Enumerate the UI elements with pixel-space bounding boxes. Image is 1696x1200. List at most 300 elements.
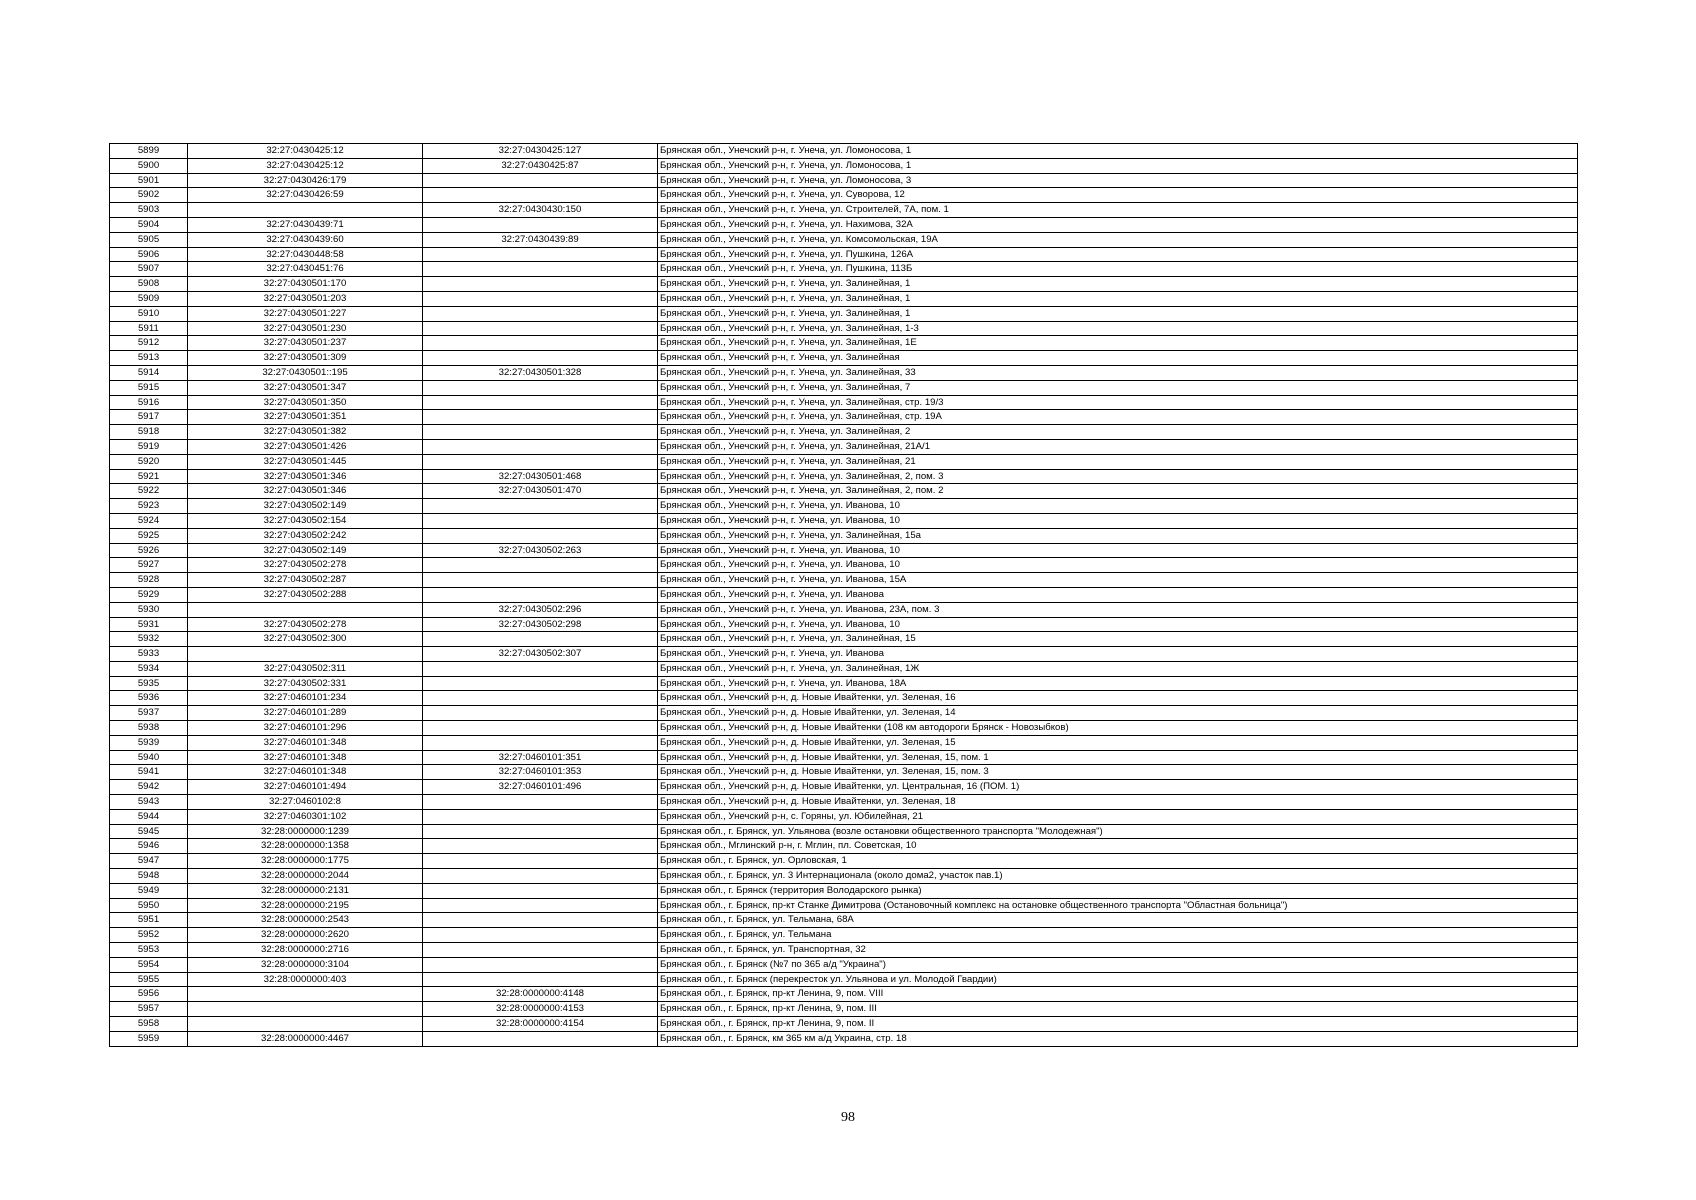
building-cadastral-number-cell: 32:27:0430502:263 bbox=[423, 543, 658, 558]
building-cadastral-number-cell: 32:27:0430439:89 bbox=[423, 232, 658, 247]
address-cell: Брянская обл., Унечский р-н, г. Унеча, ул. Залинейная, 2, пом. 3 bbox=[658, 469, 1578, 484]
land-cadastral-number-cell: 32:27:0460301:102 bbox=[188, 809, 423, 824]
row-number-cell: 5953 bbox=[110, 943, 188, 958]
document-page bbox=[109, 143, 1577, 1047]
building-cadastral-number-cell bbox=[423, 943, 658, 958]
building-cadastral-number-cell: 32:28:0000000:4153 bbox=[423, 1002, 658, 1017]
row-number-cell: 5934 bbox=[110, 661, 188, 676]
building-cadastral-number-cell bbox=[423, 661, 658, 676]
address-cell: Брянская обл., Унечский р-н, г. Унеча, ул. Иванова, 23А, пом. 3 bbox=[658, 602, 1578, 617]
land-cadastral-number-cell: 32:27:0430501:382 bbox=[188, 425, 423, 440]
land-cadastral-number-cell: 32:27:0430426:179 bbox=[188, 173, 423, 188]
table-row bbox=[110, 158, 1578, 173]
row-number-cell: 5929 bbox=[110, 587, 188, 602]
address-cell: Брянская обл., Унечский р-н, д. Новые Ивайтенки, ул. Зеленая, 15, пом. 1 bbox=[658, 750, 1578, 765]
building-cadastral-number-cell bbox=[423, 351, 658, 366]
table-row bbox=[110, 1031, 1578, 1046]
address-cell: Брянская обл., Унечский р-н, д. Новые Ивайтенки, ул. Зеленая, 15, пом. 3 bbox=[658, 765, 1578, 780]
land-cadastral-number-cell: 32:27:0430501:309 bbox=[188, 351, 423, 366]
land-cadastral-number-cell: 32:27:0430502:242 bbox=[188, 528, 423, 543]
row-number-cell: 5941 bbox=[110, 765, 188, 780]
building-cadastral-number-cell bbox=[423, 883, 658, 898]
land-cadastral-number-cell: 32:27:0460101:348 bbox=[188, 735, 423, 750]
land-cadastral-number-cell: 32:27:0460102:8 bbox=[188, 795, 423, 810]
address-cell: Брянская обл., Унечский р-н, г. Унеча, ул. Иванова, 15А bbox=[658, 573, 1578, 588]
row-number-cell: 5946 bbox=[110, 839, 188, 854]
row-number-cell: 5900 bbox=[110, 158, 188, 173]
address-cell: Брянская обл., Унечский р-н, г. Унеча, ул. Строителей, 7А, пом. 1 bbox=[658, 203, 1578, 218]
building-cadastral-number-cell: 32:28:0000000:4148 bbox=[423, 987, 658, 1002]
address-cell: Брянская обл., г. Брянск, пр-кт Ленина, 9, пом. III bbox=[658, 1002, 1578, 1017]
table-row bbox=[110, 203, 1578, 218]
row-number-cell: 5951 bbox=[110, 913, 188, 928]
row-number-cell: 5901 bbox=[110, 173, 188, 188]
building-cadastral-number-cell bbox=[423, 1031, 658, 1046]
address-cell: Брянская обл., Унечский р-н, д. Новые Ивайтенки, ул. Центральная, 16 (ПОМ. 1) bbox=[658, 780, 1578, 795]
row-number-cell: 5928 bbox=[110, 573, 188, 588]
land-cadastral-number-cell bbox=[188, 647, 423, 662]
building-cadastral-number-cell bbox=[423, 795, 658, 810]
building-cadastral-number-cell: 32:27:0430502:296 bbox=[423, 602, 658, 617]
row-number-cell: 5933 bbox=[110, 647, 188, 662]
building-cadastral-number-cell bbox=[423, 528, 658, 543]
table-row bbox=[110, 1002, 1578, 1017]
address-cell: Брянская обл., Унечский р-н, г. Унеча, ул. Комсомольская, 19А bbox=[658, 232, 1578, 247]
building-cadastral-number-cell: 32:27:0430430:150 bbox=[423, 203, 658, 218]
building-cadastral-number-cell bbox=[423, 173, 658, 188]
table-row bbox=[110, 602, 1578, 617]
table-row bbox=[110, 824, 1578, 839]
address-cell: Брянская обл., г. Брянск, ул. Транспортная, 32 bbox=[658, 943, 1578, 958]
row-number-cell: 5936 bbox=[110, 691, 188, 706]
building-cadastral-number-cell: 32:27:0460101:496 bbox=[423, 780, 658, 795]
row-number-cell: 5950 bbox=[110, 898, 188, 913]
building-cadastral-number-cell bbox=[423, 676, 658, 691]
building-cadastral-number-cell bbox=[423, 410, 658, 425]
land-cadastral-number-cell: 32:27:0460101:296 bbox=[188, 721, 423, 736]
land-cadastral-number-cell: 32:27:0430502:149 bbox=[188, 543, 423, 558]
address-cell: Брянская обл., г. Брянск (№7 по 365 а/д "Украина") bbox=[658, 957, 1578, 972]
building-cadastral-number-cell bbox=[423, 573, 658, 588]
land-cadastral-number-cell: 32:27:0430501:350 bbox=[188, 395, 423, 410]
table-row bbox=[110, 676, 1578, 691]
row-number-cell: 5908 bbox=[110, 277, 188, 292]
row-number-cell: 5954 bbox=[110, 957, 188, 972]
building-cadastral-number-cell bbox=[423, 972, 658, 987]
address-cell: Брянская обл., Унечский р-н, г. Унеча, ул. Залинейная, 1 bbox=[658, 291, 1578, 306]
table-row bbox=[110, 780, 1578, 795]
building-cadastral-number-cell: 32:27:0430502:307 bbox=[423, 647, 658, 662]
row-number-cell: 5930 bbox=[110, 602, 188, 617]
land-cadastral-number-cell: 32:27:0430502:287 bbox=[188, 573, 423, 588]
address-cell: Брянская обл., Унечский р-н, г. Унеча, ул. Иванова, 18А bbox=[658, 676, 1578, 691]
address-cell: Брянская обл., г. Брянск, пр-кт Ленина, 9, пом. II bbox=[658, 1017, 1578, 1032]
row-number-cell: 5906 bbox=[110, 247, 188, 262]
address-cell: Брянская обл., Унечский р-н, с. Горяны, ул. Юбилейная, 21 bbox=[658, 809, 1578, 824]
land-cadastral-number-cell: 32:27:0430425:12 bbox=[188, 144, 423, 159]
land-cadastral-number-cell bbox=[188, 987, 423, 1002]
address-cell: Брянская обл., Унечский р-н, г. Унеча, ул. Иванова bbox=[658, 647, 1578, 662]
building-cadastral-number-cell bbox=[423, 854, 658, 869]
land-cadastral-number-cell: 32:28:0000000:1775 bbox=[188, 854, 423, 869]
registry-table bbox=[109, 143, 1578, 1047]
land-cadastral-number-cell: 32:27:0430448:58 bbox=[188, 247, 423, 262]
table-row bbox=[110, 691, 1578, 706]
table-row bbox=[110, 795, 1578, 810]
building-cadastral-number-cell bbox=[423, 277, 658, 292]
building-cadastral-number-cell: 32:28:0000000:4154 bbox=[423, 1017, 658, 1032]
land-cadastral-number-cell: 32:27:0430439:60 bbox=[188, 232, 423, 247]
building-cadastral-number-cell bbox=[423, 513, 658, 528]
page-number: 98 bbox=[841, 1110, 855, 1125]
land-cadastral-number-cell: 32:27:0430501:346 bbox=[188, 484, 423, 499]
building-cadastral-number-cell bbox=[423, 706, 658, 721]
table-row bbox=[110, 839, 1578, 854]
address-cell: Брянская обл., Унечский р-н, г. Унеча, ул. Залинейная, 15 bbox=[658, 632, 1578, 647]
row-number-cell: 5915 bbox=[110, 380, 188, 395]
table-row bbox=[110, 336, 1578, 351]
address-cell: Брянская обл., Унечский р-н, г. Унеча, ул. Иванова, 10 bbox=[658, 617, 1578, 632]
address-cell: Брянская обл., Унечский р-н, г. Унеча, ул. Залинейная, 1 bbox=[658, 277, 1578, 292]
address-cell: Брянская обл., г. Брянск, ул. Орловская, 1 bbox=[658, 854, 1578, 869]
address-cell: Брянская обл., Унечский р-н, д. Новые Ивайтенки, ул. Зеленая, 18 bbox=[658, 795, 1578, 810]
row-number-cell: 5920 bbox=[110, 454, 188, 469]
address-cell: Брянская обл., Унечский р-н, г. Унеча, ул. Пушкина, 113Б bbox=[658, 262, 1578, 277]
table-row bbox=[110, 854, 1578, 869]
table-row bbox=[110, 558, 1578, 573]
building-cadastral-number-cell bbox=[423, 336, 658, 351]
table-row bbox=[110, 173, 1578, 188]
table-row bbox=[110, 987, 1578, 1002]
row-number-cell: 5904 bbox=[110, 217, 188, 232]
table-row bbox=[110, 528, 1578, 543]
table-row bbox=[110, 913, 1578, 928]
table-row bbox=[110, 957, 1578, 972]
table-row bbox=[110, 543, 1578, 558]
table-row bbox=[110, 869, 1578, 884]
land-cadastral-number-cell: 32:27:0430501:230 bbox=[188, 321, 423, 336]
land-cadastral-number-cell: 32:28:0000000:1358 bbox=[188, 839, 423, 854]
building-cadastral-number-cell: 32:27:0430501:468 bbox=[423, 469, 658, 484]
land-cadastral-number-cell: 32:27:0460101:494 bbox=[188, 780, 423, 795]
table-row bbox=[110, 647, 1578, 662]
registry-table-body bbox=[110, 144, 1578, 1047]
row-number-cell: 5913 bbox=[110, 351, 188, 366]
address-cell: Брянская обл., Унечский р-н, г. Унеча, ул. Суворова, 12 bbox=[658, 188, 1578, 203]
table-row bbox=[110, 232, 1578, 247]
row-number-cell: 5949 bbox=[110, 883, 188, 898]
building-cadastral-number-cell bbox=[423, 262, 658, 277]
table-row bbox=[110, 380, 1578, 395]
address-cell: Брянская обл., г. Брянск, ул. 3 Интернационала (около дома2, участок пав.1) bbox=[658, 869, 1578, 884]
address-cell: Брянская обл., Унечский р-н, д. Новые Ивайтенки, ул. Зеленая, 14 bbox=[658, 706, 1578, 721]
row-number-cell: 5911 bbox=[110, 321, 188, 336]
row-number-cell: 5944 bbox=[110, 809, 188, 824]
table-row bbox=[110, 735, 1578, 750]
table-row bbox=[110, 706, 1578, 721]
land-cadastral-number-cell: 32:28:0000000:2044 bbox=[188, 869, 423, 884]
table-row bbox=[110, 291, 1578, 306]
land-cadastral-number-cell: 32:28:0000000:4467 bbox=[188, 1031, 423, 1046]
land-cadastral-number-cell: 32:27:0430502:331 bbox=[188, 676, 423, 691]
table-row bbox=[110, 513, 1578, 528]
row-number-cell: 5917 bbox=[110, 410, 188, 425]
table-row bbox=[110, 306, 1578, 321]
address-cell: Брянская обл., Унечский р-н, д. Новые Ивайтенки, ул. Зеленая, 15 bbox=[658, 735, 1578, 750]
address-cell: Брянская обл., Унечский р-н, д. Новые Ивайтенки (108 км автодороги Брянск - Новозыбков) bbox=[658, 721, 1578, 736]
address-cell: Брянская обл., г. Брянск, пр-кт Ленина, 9, пом. VIII bbox=[658, 987, 1578, 1002]
table-row bbox=[110, 247, 1578, 262]
row-number-cell: 5926 bbox=[110, 543, 188, 558]
address-cell: Брянская обл., Унечский р-н, г. Унеча, ул. Иванова, 10 bbox=[658, 558, 1578, 573]
address-cell: Брянская обл., Унечский р-н, г. Унеча, ул. Залинейная, стр. 19А bbox=[658, 410, 1578, 425]
table-row bbox=[110, 321, 1578, 336]
land-cadastral-number-cell: 32:27:0430502:288 bbox=[188, 587, 423, 602]
row-number-cell: 5938 bbox=[110, 721, 188, 736]
building-cadastral-number-cell bbox=[423, 247, 658, 262]
row-number-cell: 5945 bbox=[110, 824, 188, 839]
row-number-cell: 5912 bbox=[110, 336, 188, 351]
address-cell: Брянская обл., г. Брянск, пр-кт Станке Димитрова (Остановочный комплекс на остановке общественного транспорта "Областная больница") bbox=[658, 898, 1578, 913]
building-cadastral-number-cell bbox=[423, 839, 658, 854]
row-number-cell: 5955 bbox=[110, 972, 188, 987]
building-cadastral-number-cell bbox=[423, 439, 658, 454]
row-number-cell: 5958 bbox=[110, 1017, 188, 1032]
row-number-cell: 5959 bbox=[110, 1031, 188, 1046]
table-row bbox=[110, 439, 1578, 454]
row-number-cell: 5931 bbox=[110, 617, 188, 632]
address-cell: Брянская обл., Унечский р-н, г. Унеча, ул. Ломоносова, 1 bbox=[658, 158, 1578, 173]
building-cadastral-number-cell bbox=[423, 928, 658, 943]
land-cadastral-number-cell: 32:28:0000000:2620 bbox=[188, 928, 423, 943]
address-cell: Брянская обл., Унечский р-н, г. Унеча, ул. Залинейная, 1 bbox=[658, 306, 1578, 321]
building-cadastral-number-cell bbox=[423, 306, 658, 321]
row-number-cell: 5927 bbox=[110, 558, 188, 573]
land-cadastral-number-cell: 32:27:0460101:348 bbox=[188, 765, 423, 780]
row-number-cell: 5902 bbox=[110, 188, 188, 203]
address-cell: Брянская обл., Мглинский р-н, г. Мглин, пл. Советская, 10 bbox=[658, 839, 1578, 854]
address-cell: Брянская обл., Унечский р-н, г. Унеча, ул. Иванова bbox=[658, 587, 1578, 602]
address-cell: Брянская обл., Унечский р-н, г. Унеча, ул. Залинейная, 1Ж bbox=[658, 661, 1578, 676]
table-row bbox=[110, 277, 1578, 292]
land-cadastral-number-cell: 32:27:0430501:346 bbox=[188, 469, 423, 484]
building-cadastral-number-cell: 32:27:0460101:351 bbox=[423, 750, 658, 765]
table-row bbox=[110, 721, 1578, 736]
building-cadastral-number-cell bbox=[423, 957, 658, 972]
table-row bbox=[110, 410, 1578, 425]
land-cadastral-number-cell: 32:27:0430501:203 bbox=[188, 291, 423, 306]
table-row bbox=[110, 499, 1578, 514]
table-row bbox=[110, 1017, 1578, 1032]
address-cell: Брянская обл., Унечский р-н, г. Унеча, ул. Нахимова, 32А bbox=[658, 217, 1578, 232]
address-cell: Брянская обл., Унечский р-н, г. Унеча, ул. Залинейная, 7 bbox=[658, 380, 1578, 395]
building-cadastral-number-cell bbox=[423, 587, 658, 602]
table-row bbox=[110, 217, 1578, 232]
land-cadastral-number-cell: 32:27:0430439:71 bbox=[188, 217, 423, 232]
building-cadastral-number-cell bbox=[423, 632, 658, 647]
address-cell: Брянская обл., Унечский р-н, г. Унеча, ул. Залинейная, 2 bbox=[658, 425, 1578, 440]
row-number-cell: 5909 bbox=[110, 291, 188, 306]
address-cell: Брянская обл., Унечский р-н, г. Унеча, ул. Ломоносова, 1 bbox=[658, 144, 1578, 159]
land-cadastral-number-cell: 32:28:0000000:2543 bbox=[188, 913, 423, 928]
land-cadastral-number-cell: 32:27:0430501:445 bbox=[188, 454, 423, 469]
land-cadastral-number-cell: 32:28:0000000:2131 bbox=[188, 883, 423, 898]
building-cadastral-number-cell bbox=[423, 721, 658, 736]
land-cadastral-number-cell: 32:27:0430501:347 bbox=[188, 380, 423, 395]
land-cadastral-number-cell: 32:28:0000000:403 bbox=[188, 972, 423, 987]
building-cadastral-number-cell bbox=[423, 188, 658, 203]
building-cadastral-number-cell: 32:27:0460101:353 bbox=[423, 765, 658, 780]
table-row bbox=[110, 454, 1578, 469]
row-number-cell: 5924 bbox=[110, 513, 188, 528]
table-row bbox=[110, 573, 1578, 588]
address-cell: Брянская обл., Унечский р-н, г. Унеча, ул. Залинейная bbox=[658, 351, 1578, 366]
table-row bbox=[110, 365, 1578, 380]
building-cadastral-number-cell bbox=[423, 691, 658, 706]
row-number-cell: 5932 bbox=[110, 632, 188, 647]
table-row bbox=[110, 469, 1578, 484]
land-cadastral-number-cell: 32:28:0000000:3104 bbox=[188, 957, 423, 972]
building-cadastral-number-cell bbox=[423, 291, 658, 306]
address-cell: Брянская обл., г. Брянск, ул. Ульянова (возле остановки общественного транспорта "Молодежная") bbox=[658, 824, 1578, 839]
address-cell: Брянская обл., Унечский р-н, г. Унеча, ул. Иванова, 10 bbox=[658, 513, 1578, 528]
land-cadastral-number-cell: 32:27:0430501:351 bbox=[188, 410, 423, 425]
land-cadastral-number-cell bbox=[188, 1002, 423, 1017]
land-cadastral-number-cell: 32:27:0430501::195 bbox=[188, 365, 423, 380]
table-row bbox=[110, 661, 1578, 676]
land-cadastral-number-cell: 32:27:0430501:237 bbox=[188, 336, 423, 351]
building-cadastral-number-cell bbox=[423, 499, 658, 514]
table-row bbox=[110, 425, 1578, 440]
land-cadastral-number-cell: 32:27:0460101:289 bbox=[188, 706, 423, 721]
address-cell: Брянская обл., Унечский р-н, г. Унеча, ул. Залинейная, 21 bbox=[658, 454, 1578, 469]
address-cell: Брянская обл., Унечский р-н, г. Унеча, ул. Залинейная, 1Е bbox=[658, 336, 1578, 351]
address-cell: Брянская обл., Унечский р-н, г. Унеча, ул. Залинейная, 1-3 bbox=[658, 321, 1578, 336]
address-cell: Брянская обл., г. Брянск (перекресток ул. Ульянова и ул. Молодой Гвардии) bbox=[658, 972, 1578, 987]
building-cadastral-number-cell bbox=[423, 869, 658, 884]
land-cadastral-number-cell bbox=[188, 203, 423, 218]
land-cadastral-number-cell: 32:27:0460101:348 bbox=[188, 750, 423, 765]
address-cell: Брянская обл., г. Брянск (территория Володарского рынка) bbox=[658, 883, 1578, 898]
row-number-cell: 5921 bbox=[110, 469, 188, 484]
land-cadastral-number-cell: 32:27:0430501:426 bbox=[188, 439, 423, 454]
row-number-cell: 5940 bbox=[110, 750, 188, 765]
row-number-cell: 5918 bbox=[110, 425, 188, 440]
building-cadastral-number-cell bbox=[423, 425, 658, 440]
land-cadastral-number-cell: 32:27:0430426:59 bbox=[188, 188, 423, 203]
address-cell: Брянская обл., Унечский р-н, г. Унеча, ул. Ломоносова, 3 bbox=[658, 173, 1578, 188]
building-cadastral-number-cell bbox=[423, 558, 658, 573]
row-number-cell: 5916 bbox=[110, 395, 188, 410]
row-number-cell: 5952 bbox=[110, 928, 188, 943]
table-row bbox=[110, 144, 1578, 159]
land-cadastral-number-cell: 32:28:0000000:2716 bbox=[188, 943, 423, 958]
address-cell: Брянская обл., Унечский р-н, д. Новые Ивайтенки, ул. Зеленая, 16 bbox=[658, 691, 1578, 706]
table-row bbox=[110, 632, 1578, 647]
land-cadastral-number-cell: 32:27:0430502:278 bbox=[188, 558, 423, 573]
table-row bbox=[110, 395, 1578, 410]
land-cadastral-number-cell: 32:27:0430502:149 bbox=[188, 499, 423, 514]
address-cell: Брянская обл., г. Брянск, км 365 км а/д Украина, стр. 18 bbox=[658, 1031, 1578, 1046]
building-cadastral-number-cell bbox=[423, 454, 658, 469]
land-cadastral-number-cell: 32:27:0430425:12 bbox=[188, 158, 423, 173]
row-number-cell: 5943 bbox=[110, 795, 188, 810]
table-row bbox=[110, 809, 1578, 824]
land-cadastral-number-cell: 32:27:0430451:76 bbox=[188, 262, 423, 277]
row-number-cell: 5910 bbox=[110, 306, 188, 321]
row-number-cell: 5923 bbox=[110, 499, 188, 514]
address-cell: Брянская обл., Унечский р-н, г. Унеча, ул. Залинейная, 2, пом. 2 bbox=[658, 484, 1578, 499]
land-cadastral-number-cell: 32:27:0430501:227 bbox=[188, 306, 423, 321]
address-cell: Брянская обл., г. Брянск, ул. Тельмана bbox=[658, 928, 1578, 943]
land-cadastral-number-cell: 32:27:0460101:234 bbox=[188, 691, 423, 706]
building-cadastral-number-cell bbox=[423, 217, 658, 232]
table-row bbox=[110, 943, 1578, 958]
row-number-cell: 5914 bbox=[110, 365, 188, 380]
table-row bbox=[110, 188, 1578, 203]
row-number-cell: 5947 bbox=[110, 854, 188, 869]
row-number-cell: 5905 bbox=[110, 232, 188, 247]
table-row bbox=[110, 883, 1578, 898]
row-number-cell: 5937 bbox=[110, 706, 188, 721]
row-number-cell: 5948 bbox=[110, 869, 188, 884]
building-cadastral-number-cell bbox=[423, 395, 658, 410]
row-number-cell: 5925 bbox=[110, 528, 188, 543]
table-row bbox=[110, 351, 1578, 366]
table-row bbox=[110, 484, 1578, 499]
table-row bbox=[110, 972, 1578, 987]
address-cell: Брянская обл., Унечский р-н, г. Унеча, ул. Пушкина, 126А bbox=[658, 247, 1578, 262]
table-row bbox=[110, 750, 1578, 765]
table-row bbox=[110, 587, 1578, 602]
building-cadastral-number-cell: 32:27:0430502:298 bbox=[423, 617, 658, 632]
building-cadastral-number-cell: 32:27:0430501:328 bbox=[423, 365, 658, 380]
row-number-cell: 5919 bbox=[110, 439, 188, 454]
table-row bbox=[110, 898, 1578, 913]
land-cadastral-number-cell: 32:27:0430502:278 bbox=[188, 617, 423, 632]
table-row bbox=[110, 928, 1578, 943]
land-cadastral-number-cell: 32:27:0430501:170 bbox=[188, 277, 423, 292]
address-cell: Брянская обл., Унечский р-н, г. Унеча, ул. Залинейная, 15а bbox=[658, 528, 1578, 543]
address-cell: Брянская обл., г. Брянск, ул. Тельмана, 68А bbox=[658, 913, 1578, 928]
address-cell: Брянская обл., Унечский р-н, г. Унеча, ул. Залинейная, стр. 19/3 bbox=[658, 395, 1578, 410]
address-cell: Брянская обл., Унечский р-н, г. Унеча, ул. Иванова, 10 bbox=[658, 543, 1578, 558]
land-cadastral-number-cell: 32:28:0000000:1239 bbox=[188, 824, 423, 839]
table-row bbox=[110, 262, 1578, 277]
address-cell: Брянская обл., Унечский р-н, г. Унеча, ул. Иванова, 10 bbox=[658, 499, 1578, 514]
row-number-cell: 5956 bbox=[110, 987, 188, 1002]
row-number-cell: 5957 bbox=[110, 1002, 188, 1017]
land-cadastral-number-cell: 32:27:0430502:300 bbox=[188, 632, 423, 647]
address-cell: Брянская обл., Унечский р-н, г. Унеча, ул. Залинейная, 33 bbox=[658, 365, 1578, 380]
row-number-cell: 5899 bbox=[110, 144, 188, 159]
building-cadastral-number-cell: 32:27:0430425:127 bbox=[423, 144, 658, 159]
row-number-cell: 5935 bbox=[110, 676, 188, 691]
building-cadastral-number-cell: 32:27:0430425:87 bbox=[423, 158, 658, 173]
building-cadastral-number-cell bbox=[423, 809, 658, 824]
land-cadastral-number-cell: 32:28:0000000:2195 bbox=[188, 898, 423, 913]
table-row bbox=[110, 765, 1578, 780]
building-cadastral-number-cell bbox=[423, 824, 658, 839]
row-number-cell: 5907 bbox=[110, 262, 188, 277]
row-number-cell: 5942 bbox=[110, 780, 188, 795]
land-cadastral-number-cell bbox=[188, 1017, 423, 1032]
address-cell: Брянская обл., Унечский р-н, г. Унеча, ул. Залинейная, 21А/1 bbox=[658, 439, 1578, 454]
building-cadastral-number-cell bbox=[423, 735, 658, 750]
row-number-cell: 5903 bbox=[110, 203, 188, 218]
table-row bbox=[110, 617, 1578, 632]
building-cadastral-number-cell bbox=[423, 898, 658, 913]
